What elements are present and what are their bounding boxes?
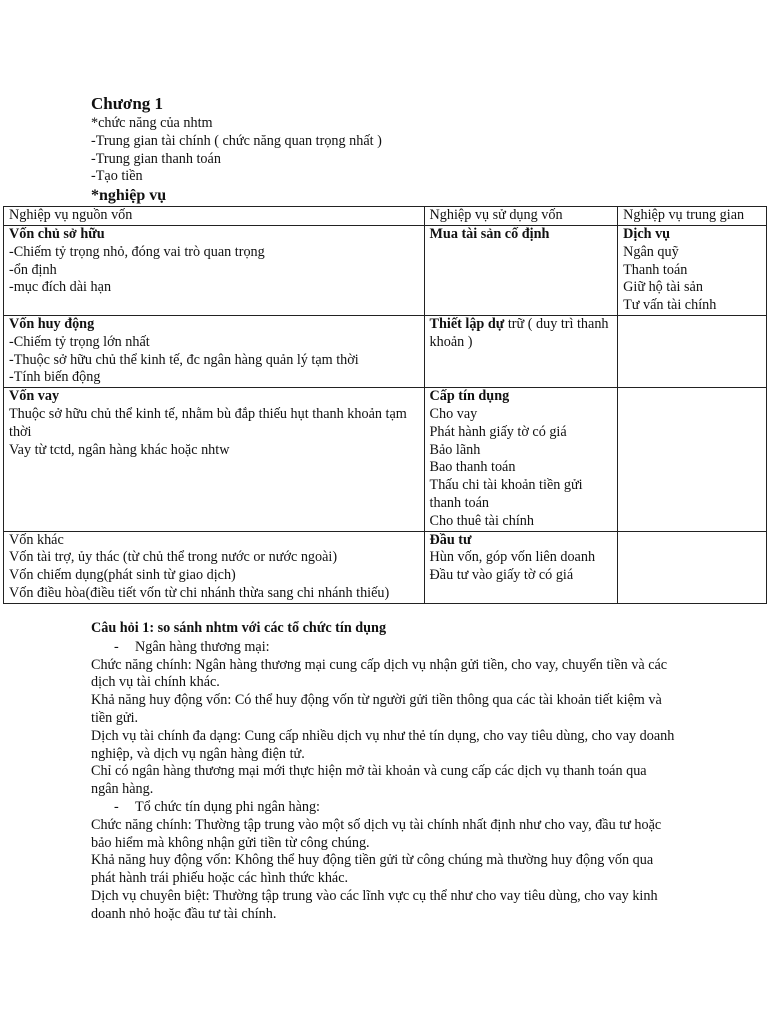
table-cell xyxy=(424,531,618,603)
table-cell xyxy=(424,388,618,531)
cell-title: Mua tài sản cố định xyxy=(429,226,550,242)
cell-text: trữ ( duy trì thanh khoản ) xyxy=(429,315,609,350)
table-cell xyxy=(618,531,767,603)
cell-title: Vốn huy động xyxy=(9,315,95,332)
cell-line: Giữ hộ tài sản xyxy=(623,279,703,296)
cell-line: Bao thanh toán xyxy=(429,459,516,476)
cell-line: Thấu chi tài khoản tiền gửi thanh toán xyxy=(429,477,583,511)
column-header-uses: Nghiệp vụ sử dụng vốn xyxy=(424,207,618,226)
column-header-funding: Nghiệp vụ nguồn vốn xyxy=(4,207,425,226)
function-item: -Trung gian tài chính ( chức năng quan trọng nhất ) xyxy=(91,132,382,149)
cell-line: Vay từ tctd, ngân hàng khác hoặc nhtw xyxy=(9,441,230,458)
cell-line: Đầu tư vào giấy tờ có giá xyxy=(429,567,574,584)
cell-line: Ngân quỹ xyxy=(623,243,679,260)
chapter-title: Chương 1 xyxy=(91,94,164,113)
table-cell xyxy=(618,315,767,387)
cell-line: -ổn định xyxy=(9,261,57,278)
table-cell xyxy=(4,226,425,316)
table-row xyxy=(4,388,767,531)
table-cell xyxy=(4,315,425,387)
operations-heading: *nghiệp vụ xyxy=(91,187,167,205)
question-section xyxy=(91,620,677,924)
intro-section xyxy=(91,94,711,205)
cell-line: Cho thuê tài chính xyxy=(429,512,534,529)
cell-line: -Chiếm tỷ trọng lớn nhất xyxy=(9,333,150,350)
table-cell xyxy=(618,388,767,531)
cell-line: Hùn vốn, góp vốn liên doanh xyxy=(429,549,596,566)
table-cell xyxy=(424,226,618,316)
paragraph: Chức năng chính: Ngân hàng thương mại cung cấp dịch vụ nhận gửi tiền, cho vay, chuyển tiền và các dịch vụ tài chính khác. xyxy=(91,656,668,691)
cell-line: -Chiếm tỷ trọng nhỏ, đóng vai trò quan trọng xyxy=(9,243,265,260)
cell-paragraph xyxy=(430,316,614,352)
cell-title: Vốn vay xyxy=(9,388,60,405)
cell-line: Cho vay xyxy=(429,405,478,422)
cell-line: -Thuộc sở hữu chủ thể kinh tế, đc ngân hàng quản lý tạm thời xyxy=(9,351,359,368)
question-title: Câu hỏi 1: so sánh nhtm với các tổ chức tín dụng xyxy=(91,620,387,636)
table-cell xyxy=(424,315,618,387)
cell-line: Phát hành giấy tờ có giá xyxy=(429,423,567,440)
cell-line: Vốn điều hòa(điều tiết vốn từ chi nhánh thừa sang chi nhánh thiếu) xyxy=(9,584,390,601)
paragraph: Chức năng chính: Thường tập trung vào một số dịch vụ tài chính nhất định như cho vay, đầu tư hoặc bảo hiểm mà không nhận gửi tiền từ công chúng. xyxy=(91,816,662,851)
cell-line: -mục đích dài hạn xyxy=(9,279,112,296)
bullet-dash: - xyxy=(114,638,119,655)
cell-line: Tư vấn tài chính xyxy=(623,297,717,314)
cell-title: Cấp tín dụng xyxy=(429,388,510,405)
list-item xyxy=(91,799,677,817)
table-row xyxy=(4,315,767,387)
bullet-dash: - xyxy=(114,798,119,815)
cell-line: Vốn khác xyxy=(9,531,64,548)
bullet-label: Ngân hàng thương mại: xyxy=(135,638,270,655)
table-row xyxy=(4,531,767,603)
function-item: -Tạo tiền xyxy=(91,168,143,185)
operations-table xyxy=(3,206,767,604)
cell-title: Vốn chủ sở hữu xyxy=(9,226,105,242)
column-header-intermediary: Nghiệp vụ trung gian xyxy=(618,207,767,226)
paragraph: Chỉ có ngân hàng thương mại mới thực hiện mở tài khoản và cung cấp các dịch vụ thanh toán qua ngân hàng. xyxy=(91,763,647,798)
table-row xyxy=(4,226,767,316)
table-cell xyxy=(4,388,425,531)
list-item xyxy=(91,639,677,657)
functions-heading: *chức năng của nhtm xyxy=(91,115,213,131)
cell-line: Thanh toán xyxy=(623,261,688,278)
table-cell xyxy=(618,226,767,316)
table-cell xyxy=(4,531,425,603)
cell-line: Thuộc sở hữu chủ thể kinh tế, nhằm bù đắp thiếu hụt thanh khoản tạm thời xyxy=(9,405,407,440)
cell-title: Đầu tư xyxy=(429,531,472,548)
cell-line: Bảo lãnh xyxy=(429,441,481,458)
paragraph: Dịch vụ tài chính đa dạng: Cung cấp nhiều dịch vụ như thẻ tín dụng, cho vay tiêu dùng, cho vay doanh nghiệp, và dịch vụ ngân hàng điện tử. xyxy=(91,727,675,762)
cell-line: -Tính biến động xyxy=(9,369,101,386)
table-header-row xyxy=(4,207,767,226)
cell-title: Thiết lập dự xyxy=(429,315,505,332)
paragraph: Khả năng huy động vốn: Không thể huy động tiền gửi từ công chúng mà thường huy động vốn qua phát hành trái phiếu hoặc các hình thức khác. xyxy=(91,852,654,887)
cell-line: Vốn chiếm dụng(phát sinh từ giao dịch) xyxy=(9,567,236,584)
paragraph: Dịch vụ chuyên biệt: Thường tập trung vào các lĩnh vực cụ thể như cho vay tiêu dùng, cho vay kinh doanh nhỏ hoặc đầu tư tài chính. xyxy=(91,887,658,922)
paragraph: Khả năng huy động vốn: Có thể huy động vốn từ người gửi tiền thông qua các tài khoản tiết kiệm và tiền gửi. xyxy=(91,692,662,726)
cell-line: Vốn tài trợ, ủy thác (từ chủ thể trong nước or nước ngoài) xyxy=(9,549,338,566)
function-item: -Trung gian thanh toán xyxy=(91,150,221,167)
cell-title: Dịch vụ xyxy=(623,226,671,242)
bullet-label: Tổ chức tín dụng phi ngân hàng: xyxy=(135,798,320,815)
